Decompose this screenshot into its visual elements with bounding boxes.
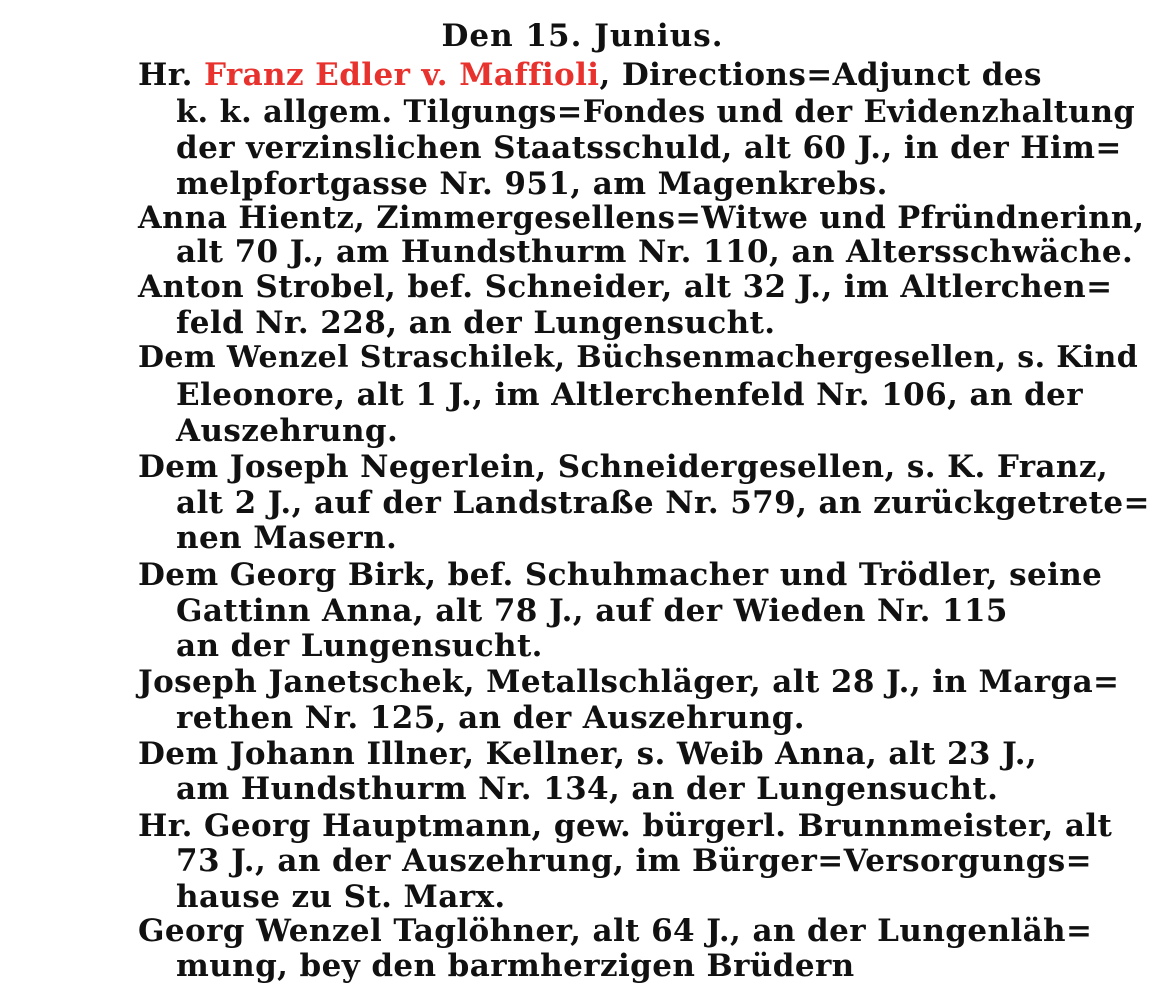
entry-9-line-1: Hr. Georg Hauptmann, gew. bürgerl. Brunnmeister, alt bbox=[138, 808, 1113, 844]
entry-6-line-3: an der Lungensucht. bbox=[176, 628, 543, 664]
entry-1-line-3: der verzinslichen Staatsschuld, alt 60 J., in der Him= bbox=[176, 130, 1122, 166]
entry-10-line-2: mung, bey den barmherzigen Brüdern bbox=[176, 948, 855, 984]
entry-1-line-1-rest: , Directions=Adjunct des bbox=[599, 57, 1042, 93]
entry-5-line-1: Dem Joseph Negerlein, Schneidergesellen, s. K. Franz, bbox=[138, 449, 1109, 485]
section-heading: Den 15. Junius. bbox=[441, 18, 724, 54]
entry-7-line-1: Joseph Janetschek, Metallschläger, alt 28 J., in Marga= bbox=[138, 664, 1120, 700]
entry-1-line-1 bbox=[138, 57, 1042, 93]
entry-4-line-2: Eleonore, alt 1 J., im Altlerchenfeld Nr. 106, an der bbox=[176, 377, 1084, 413]
entry-3-line-2: feld Nr. 228, an der Lungensucht. bbox=[176, 305, 776, 341]
entry-4-line-3: Auszehrung. bbox=[176, 413, 399, 449]
entry-5-line-3: nen Masern. bbox=[176, 520, 398, 556]
entry-10-line-1: Georg Wenzel Taglöhner, alt 64 J., an der Lungenläh= bbox=[138, 913, 1093, 949]
entry-6-line-1: Dem Georg Birk, bef. Schuhmacher und Trödler, seine bbox=[138, 557, 1103, 593]
entry-8-line-2: am Hundsthurm Nr. 134, an der Lungensucht. bbox=[176, 771, 999, 807]
entry-6-line-2: Gattinn Anna, alt 78 J., auf der Wieden Nr. 115 bbox=[176, 593, 1008, 629]
entry-3-line-1: Anton Strobel, bef. Schneider, alt 32 J., im Altlerchen= bbox=[138, 269, 1113, 305]
highlighted-name: Franz Edler v. Maffioli bbox=[203, 57, 600, 93]
entry-1-line-4: melpfortgasse Nr. 951, am Magenkrebs. bbox=[176, 166, 888, 202]
entry-4-line-1: Dem Wenzel Straschilek, Büchsenmachergesellen, s. Kind bbox=[138, 340, 1139, 375]
entry-5-line-2: alt 2 J., auf der Landstraße Nr. 579, an zurückgetrete= bbox=[176, 485, 1150, 521]
entry-2-line-2: alt 70 J., am Hundsthurm Nr. 110, an Altersschwäche. bbox=[176, 234, 1134, 270]
entry-8-line-1: Dem Johann Illner, Kellner, s. Weib Anna, alt 23 J., bbox=[138, 736, 1038, 772]
entry-9-line-2: 73 J., an der Auszehrung, im Bürger=Versorgungs= bbox=[176, 843, 1093, 879]
entry-1-line-2: k. k. allgem. Tilgungs=Fondes und der Evidenzhaltung bbox=[176, 94, 1136, 130]
honorific: Hr. bbox=[138, 57, 204, 93]
entry-9-line-3: hause zu St. Marx. bbox=[176, 879, 506, 915]
entry-2-line-1: Anna Hientz, Zimmergesellens=Witwe und Pfründnerinn, bbox=[138, 200, 1145, 236]
entry-7-line-2: rethen Nr. 125, an der Auszehrung. bbox=[176, 700, 805, 736]
